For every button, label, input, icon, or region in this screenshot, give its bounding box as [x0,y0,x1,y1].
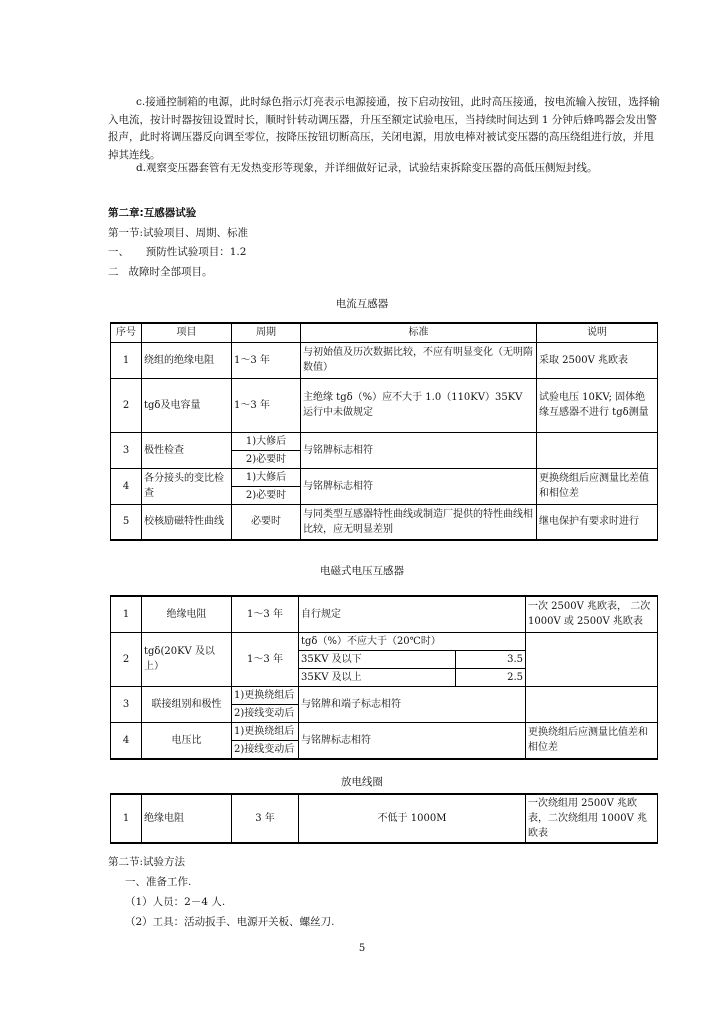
header-note: 说明 [537,323,658,342]
cell-no: 1 [111,596,142,632]
cell-no: 1 [111,342,142,378]
table-row [111,432,658,450]
cell-no: 4 [111,722,142,759]
paragraph-d: d.观察变压器套管有无发热变形等现象，并详细做好记录，试验结束拆除变压器的高低压侧短封线。 [136,162,598,174]
cell-item: 各分接头的变比检查 [142,468,232,504]
cell-period: 1～3 年 [232,596,299,632]
table-row [111,686,658,704]
cell-standard: 与铭牌标志相符 [301,468,537,504]
cell-no: 3 [111,432,142,468]
cell-sub-label: 35KV 及以下 [299,650,456,668]
table-row [111,632,658,650]
cell-item: 联接组别和极性 [142,686,232,722]
table-row [111,342,658,378]
item-one: 一、 预防性试验项目：1.2 [108,246,247,258]
cell-no: 2 [111,632,142,686]
table-header-row [111,323,658,342]
table2-caption: 电磁式电压互感器 [320,565,404,577]
table3-caption: 放电线圈 [341,776,383,788]
cell-no: 5 [111,504,142,540]
cell-period-b: 2)接线变动后 [232,704,299,722]
cell-standard: 与铭牌和端子标志相符 [299,686,526,722]
cell-standard: 与铭牌标志相符 [299,722,526,759]
header-item: 项目 [142,323,232,342]
chapter-title: 第二章:互感器试验 [108,207,197,219]
cell-standard: 主绝缘 tgδ（%）应不大于 1.0（110KV）35KV 运行中未做规定 [301,378,537,432]
section2-title: 第二节:试验方法 [108,856,186,868]
cell-note: 试验电压 10KV; 固体绝缘互感器不进行 tgδ测量 [537,378,658,432]
prep-item-2: （2）工具：活动扳手、电源开关板、螺丝刀. [125,916,335,928]
item-two: 二 故障时全部项目。 [108,266,213,278]
cell-period: 必要时 [232,504,301,540]
cell-standard: 与初始值及历次数据比较，不应有明显变化（无明隋数值） [301,342,537,378]
cell-standard: 自行规定 [299,596,526,632]
cell-item: 绕组的绝缘电阻 [142,342,232,378]
cell-note [526,686,658,722]
cell-note: 更换绕组后应测量比差值和相位差 [537,468,658,504]
cell-period: 1～3 年 [232,342,301,378]
table-row [111,504,658,540]
cell-item: 绝缘电阻 [142,596,232,632]
cell-item: 校核励磁特性曲线 [142,504,232,540]
cell-note: 更换绕组后应测量比值差和相位差 [526,722,658,759]
cell-note [526,632,658,686]
prep-title: 一、准备工作. [125,876,192,888]
cell-note: 继电保护有要求时进行 [537,504,658,540]
section1-title: 第一节:试验项目、周期、标准 [108,227,249,239]
cell-no: 4 [111,468,142,504]
header-period: 周期 [232,323,301,342]
table-row [111,596,658,632]
cell-period: 1～3 年 [232,632,299,686]
table-row [111,468,658,486]
cell-no: 2 [111,378,142,432]
cell-item: 极性检查 [142,432,232,468]
cell-period-b: 2)必要时 [232,450,301,468]
voltage-transformer-table [110,595,658,760]
cell-standard-head: tgδ（%）不应大于（20℃时） [299,632,526,650]
header-no: 序号 [111,323,142,342]
cell-sub-value: 2.5 [456,668,526,686]
cell-standard: 与铭牌标志相符 [301,432,537,468]
table-row [111,794,658,843]
cell-period-a: 1)大修后 [232,432,301,450]
cell-period: 1～3 年 [232,378,301,432]
cell-standard: 与同类型互感器特性曲线或制造厂提供的特性曲线相比较，应无明显差别 [301,504,537,540]
cell-period-a: 1)更换绕组后 [232,722,299,740]
table1-caption: 电流互感器 [335,298,389,310]
cell-note: 采取 2500V 兆欧表 [537,342,658,378]
table-row [111,722,658,740]
cell-note [537,432,658,468]
cell-item: 电压比 [142,722,232,759]
cell-note: 一次 2500V 兆欧表， 二次 1000V 或 2500V 兆欧表 [526,596,658,632]
page-number: 5 [358,943,366,954]
cell-period-a: 1)大修后 [232,468,301,486]
paragraph-c: c.接通控制箱的电源，此时绿色指示灯亮表示电源接通，按下启动按钮，此时高压接通，按电流输入按钮，选择输入电流，按计时器按钮设置时长，顺时针转动调压器，升压至额定试验电压，当持续时间达到 1 分钟后蜂鸣器会发出警报声，此时将调压器反向调至零位，按降压按钮切断高压，关闭电源，用放电棒对被试变压器的高压绕组进行放，并甩掉其连线。 [108,96,660,161]
cell-sub-label: 35KV 及以上 [299,668,456,686]
cell-no: 3 [111,686,142,722]
cell-sub-value: 3.5 [456,650,526,668]
cell-no: 1 [111,794,142,843]
cell-item: tgδ及电容量 [142,378,232,432]
cell-period-b: 2)接线变动后 [232,740,299,759]
cell-note: 一次绕组用 2500V 兆欧表，二次绕组用 1000V 兆欧表 [526,794,658,843]
table-row [111,378,658,432]
prep-item-1: （1）人员：2－4 人. [125,896,226,908]
cell-period: 3 年 [232,794,299,843]
cell-item: tgδ(20KV 及以上） [142,632,232,686]
discharge-coil-table [110,793,658,844]
cell-period-a: 1)更换绕组后 [232,686,299,704]
cell-item: 绝缘电阻 [142,794,232,843]
current-transformer-table [110,322,658,541]
header-standard: 标准 [301,323,537,342]
cell-period-b: 2)必要时 [232,486,301,504]
cell-standard: 不低于 1000M [299,794,526,843]
